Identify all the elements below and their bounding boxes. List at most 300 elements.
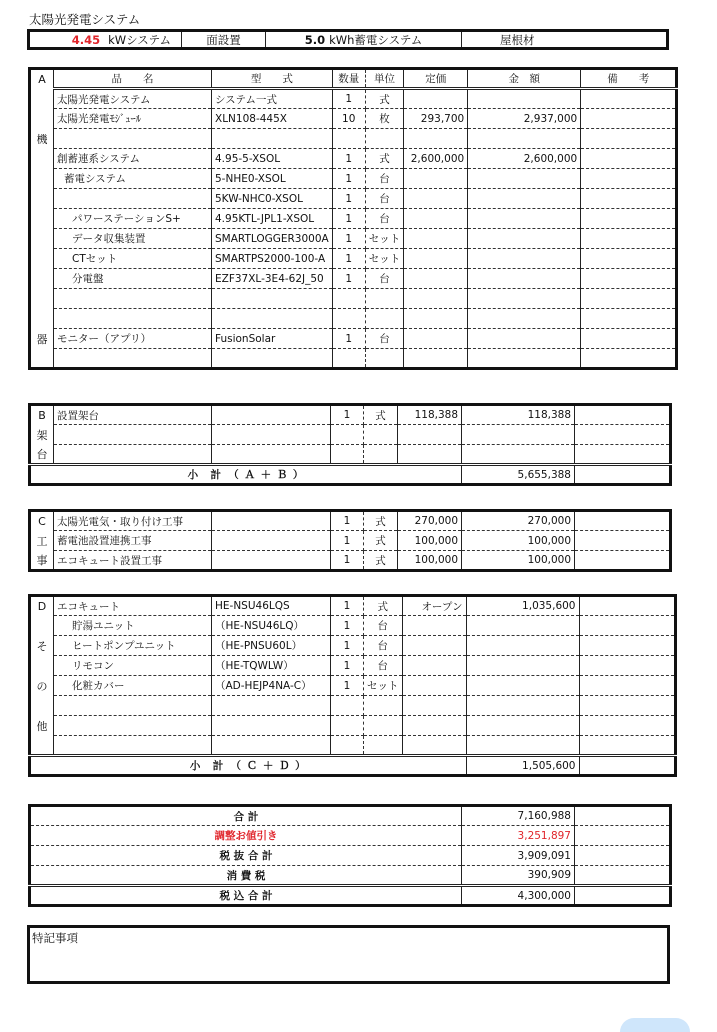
item-name: 蓄電システム: [54, 169, 212, 189]
table-row: [30, 511, 671, 531]
totals-row: [30, 866, 671, 886]
system-summary-bar: [27, 29, 669, 50]
totals-value: 3,909,091: [462, 846, 575, 866]
header-row: [30, 69, 677, 89]
item-amount: [468, 269, 581, 289]
item-amount: [466, 736, 579, 756]
item-name: [54, 445, 212, 465]
table-row: [30, 425, 671, 445]
item-model: システム一式: [212, 89, 333, 109]
item-model: XLN108-445X: [212, 109, 333, 129]
item-amount: [466, 636, 579, 656]
battery-value: 5.0: [304, 32, 326, 47]
item-list-price: 118,388: [398, 405, 462, 425]
item-qty: 1: [331, 596, 364, 616]
item-qty: 1: [331, 636, 364, 656]
section-label-cell: [30, 249, 54, 269]
item-model: [212, 425, 331, 445]
item-list-price: [402, 736, 466, 756]
item-amount: 100,000: [462, 551, 575, 571]
item-remarks: [579, 676, 675, 696]
item-qty: 1: [331, 531, 364, 551]
item-model: [212, 349, 333, 369]
item-amount: [468, 89, 581, 109]
item-remarks: [581, 189, 677, 209]
item-qty: 1: [331, 656, 364, 676]
item-model: 4.95-5-XSOL: [212, 149, 333, 169]
section-label-cell: C: [30, 511, 54, 531]
item-qty: [331, 445, 364, 465]
item-model: 5-NHE0-XSOL: [212, 169, 333, 189]
battery-label: kWh蓄電システム: [329, 32, 423, 47]
item-qty: 1: [332, 149, 365, 169]
item-name: エコキュート: [54, 596, 212, 616]
section-label-cell: D: [30, 596, 54, 616]
item-unit: セット: [365, 249, 404, 269]
item-name: [54, 696, 212, 716]
header-qty: 数量: [332, 69, 365, 89]
section-label-cell: [30, 656, 54, 676]
subtotal-remarks: [575, 465, 671, 485]
totals-label: 税 込 合 計: [30, 886, 462, 906]
section-label-cell: 機: [30, 129, 54, 149]
item-qty: [332, 309, 365, 329]
table-row: [30, 329, 677, 349]
table-row: [30, 656, 676, 676]
item-name: 創蓄連系システム: [54, 149, 212, 169]
section-label-cell: [30, 89, 54, 109]
item-model: FusionSolar: [212, 329, 333, 349]
item-unit: セット: [364, 676, 403, 696]
item-remarks: [581, 229, 677, 249]
item-unit: 台: [365, 269, 404, 289]
section-label-cell: 他: [30, 716, 54, 736]
table-row: [30, 309, 677, 329]
table-row: [30, 696, 676, 716]
item-list-price: オープン: [402, 596, 466, 616]
section-label-cell: [30, 349, 54, 369]
totals-value: 7,160,988: [462, 806, 575, 826]
scroll-indicator[interactable]: [620, 1018, 690, 1032]
notes-label: 特記事項: [32, 931, 78, 945]
totals-row: [30, 806, 671, 826]
item-model: SMARTPS2000-100-A: [212, 249, 333, 269]
section-label-cell: [30, 289, 54, 309]
totals-label: 消 費 税: [30, 866, 462, 886]
item-remarks: [575, 445, 671, 465]
item-list-price: 100,000: [398, 531, 462, 551]
item-model: （HE-NSU46LQ）: [212, 616, 331, 636]
item-qty: 10: [332, 109, 365, 129]
item-qty: [332, 349, 365, 369]
item-model: 4.95KTL-JPL1-XSOL: [212, 209, 333, 229]
install-cell: 面設置: [182, 32, 266, 47]
table-row: [30, 149, 677, 169]
section-letter: A: [30, 69, 54, 89]
item-amount: [462, 425, 575, 445]
item-unit: [364, 696, 403, 716]
item-remarks: [575, 425, 671, 445]
item-amount: [462, 445, 575, 465]
section-label-cell: [30, 109, 54, 129]
header-amount: 金 額: [468, 69, 581, 89]
item-remarks: [581, 329, 677, 349]
totals-remarks: [575, 886, 671, 906]
table-row: [30, 736, 676, 756]
item-name: [54, 425, 212, 445]
item-list-price: [404, 349, 468, 369]
item-model: 5KW-NHC0-XSOL: [212, 189, 333, 209]
item-unit: [364, 425, 398, 445]
item-amount: 100,000: [462, 531, 575, 551]
item-list-price: [402, 696, 466, 716]
item-amount: [468, 169, 581, 189]
item-remarks: [581, 109, 677, 129]
item-amount: [468, 289, 581, 309]
item-amount: [466, 696, 579, 716]
section-label-cell: [30, 696, 54, 716]
totals-remarks: [575, 826, 671, 846]
item-list-price: 293,700: [404, 109, 468, 129]
item-name: 蓄電池設置連携工事: [54, 531, 212, 551]
item-qty: [331, 425, 364, 445]
table-row: [30, 269, 677, 289]
section-label-cell: 台: [30, 445, 54, 465]
item-remarks: [575, 511, 671, 531]
section-label-cell: B: [30, 405, 54, 425]
item-remarks: [575, 551, 671, 571]
item-remarks: [579, 696, 675, 716]
table-row: [30, 531, 671, 551]
item-model: SMARTLOGGER3000A: [212, 229, 333, 249]
section-label-cell: [30, 616, 54, 636]
item-qty: 1: [331, 616, 364, 636]
item-model: [212, 511, 331, 531]
item-model: [212, 531, 331, 551]
table-row: [30, 676, 676, 696]
item-remarks: [581, 349, 677, 369]
item-list-price: [404, 229, 468, 249]
item-amount: [466, 616, 579, 636]
totals-label: 調整お値引き: [30, 826, 462, 846]
item-qty: 1: [332, 189, 365, 209]
item-list-price: [404, 309, 468, 329]
item-unit: 台: [365, 209, 404, 229]
section-d-other-table: [28, 594, 677, 777]
item-unit: 台: [364, 616, 403, 636]
item-list-price: [404, 189, 468, 209]
item-list-price: 100,000: [398, 551, 462, 571]
item-name: ヒートポンプユニット: [54, 636, 212, 656]
item-remarks: [579, 736, 675, 756]
item-remarks: [581, 209, 677, 229]
subtotal-label: 小 計 （ Ａ ＋ Ｂ ）: [30, 465, 462, 485]
totals-table: [28, 804, 672, 907]
item-model: HE-NSU46LQS: [212, 596, 331, 616]
item-list-price: [404, 129, 468, 149]
item-qty: 1: [331, 676, 364, 696]
item-qty: 1: [331, 405, 364, 425]
item-amount: [466, 656, 579, 676]
item-name: 貯湯ユニット: [54, 616, 212, 636]
item-qty: 1: [332, 89, 365, 109]
item-remarks: [581, 289, 677, 309]
item-qty: [331, 736, 364, 756]
totals-remarks: [575, 806, 671, 826]
table-row: [30, 636, 676, 656]
section-label-cell: 架: [30, 425, 54, 445]
subtotal-value: 1,505,600: [466, 756, 579, 776]
item-name: [54, 309, 212, 329]
subtotal-row-ab: [30, 465, 671, 485]
section-c-construction-table: [28, 509, 672, 572]
item-amount: [466, 716, 579, 736]
item-qty: 1: [332, 209, 365, 229]
totals-label: 税 抜 合 計: [30, 846, 462, 866]
roof-cell: 屋根材: [500, 32, 535, 47]
item-list-price: [402, 616, 466, 636]
item-model: （HE-PNSU60L）: [212, 636, 331, 656]
item-name: [54, 189, 212, 209]
item-unit: 台: [365, 329, 404, 349]
item-unit: 枚: [365, 109, 404, 129]
item-name: [54, 289, 212, 309]
item-qty: [331, 696, 364, 716]
totals-value: 3,251,897: [462, 826, 575, 846]
kw-value: 4.45: [71, 32, 101, 47]
item-list-price: [402, 676, 466, 696]
item-name: 太陽光発電ﾓｼﾞｭｰﾙ: [54, 109, 212, 129]
subtotal-row-cd: [30, 756, 676, 776]
item-remarks: [575, 531, 671, 551]
item-unit: [364, 445, 398, 465]
section-label-cell: [30, 309, 54, 329]
item-amount: 2,937,000: [468, 109, 581, 129]
item-model: [212, 696, 331, 716]
item-remarks: [581, 269, 677, 289]
totals-label: 合 計: [30, 806, 462, 826]
section-label-cell: [30, 209, 54, 229]
item-amount: [466, 676, 579, 696]
item-model: [212, 445, 331, 465]
item-unit: 式: [365, 149, 404, 169]
section-label-cell: [30, 189, 54, 209]
item-remarks: [579, 636, 675, 656]
item-qty: 1: [331, 551, 364, 571]
item-unit: 式: [364, 405, 398, 425]
item-list-price: [404, 209, 468, 229]
item-unit: [365, 129, 404, 149]
item-remarks: [581, 309, 677, 329]
item-qty: [332, 129, 365, 149]
item-amount: [468, 349, 581, 369]
item-unit: [364, 736, 403, 756]
item-remarks: [575, 405, 671, 425]
item-model: [212, 289, 333, 309]
item-unit: [365, 309, 404, 329]
item-amount: [468, 229, 581, 249]
item-name: リモコン: [54, 656, 212, 676]
item-amount: [468, 329, 581, 349]
item-remarks: [579, 656, 675, 676]
item-name: 化粧カバー: [54, 676, 212, 696]
table-row: [30, 109, 677, 129]
item-name: CTセット: [54, 249, 212, 269]
section-a-equipment-table: [28, 67, 678, 370]
item-amount: 2,600,000: [468, 149, 581, 169]
item-model: [212, 716, 331, 736]
totals-remarks: [575, 846, 671, 866]
item-amount: [468, 129, 581, 149]
item-list-price: [398, 445, 462, 465]
header-list-price: 定価: [404, 69, 468, 89]
item-name: 太陽光発電システム: [54, 89, 212, 109]
item-unit: 台: [364, 656, 403, 676]
item-qty: 1: [332, 269, 365, 289]
totals-value: 390,909: [462, 866, 575, 886]
header-unit: 単位: [365, 69, 404, 89]
section-label-cell: 事: [30, 551, 54, 571]
item-unit: 台: [364, 636, 403, 656]
item-unit: セット: [365, 229, 404, 249]
item-unit: 式: [364, 551, 398, 571]
subtotal-label: 小 計 （ Ｃ ＋ Ｄ ）: [30, 756, 467, 776]
table-row: [30, 596, 676, 616]
item-unit: 式: [364, 531, 398, 551]
header-name: 品 名: [54, 69, 212, 89]
item-list-price: [398, 425, 462, 445]
item-qty: 1: [332, 229, 365, 249]
section-label-cell: 器: [30, 329, 54, 349]
item-qty: 1: [331, 511, 364, 531]
table-row: [30, 289, 677, 309]
item-list-price: [404, 329, 468, 349]
item-remarks: [581, 169, 677, 189]
item-name: [54, 736, 212, 756]
item-name: [54, 716, 212, 736]
item-list-price: [404, 169, 468, 189]
table-row: [30, 551, 671, 571]
item-model: [212, 129, 333, 149]
section-label-cell: [30, 149, 54, 169]
item-qty: [331, 716, 364, 736]
item-remarks: [579, 716, 675, 736]
section-label-cell: [30, 736, 54, 756]
item-name: [54, 349, 212, 369]
totals-row: [30, 846, 671, 866]
item-name: [54, 129, 212, 149]
item-list-price: 2,600,000: [404, 149, 468, 169]
totals-row: [30, 826, 671, 846]
item-list-price: [404, 269, 468, 289]
item-qty: [332, 289, 365, 309]
item-model: （HE-TQWLW）: [212, 656, 331, 676]
notes-box[interactable]: [27, 925, 670, 984]
battery-cell: [266, 32, 462, 47]
table-row: [30, 616, 676, 636]
item-list-price: [402, 716, 466, 736]
item-model: [212, 551, 331, 571]
item-unit: 式: [364, 596, 403, 616]
item-name: 太陽光電気・取り付け工事: [54, 511, 212, 531]
table-row: [30, 349, 677, 369]
item-list-price: 270,000: [398, 511, 462, 531]
kw-label: kWシステム: [108, 32, 171, 47]
item-list-price: [404, 89, 468, 109]
totals-value: 4,300,000: [462, 886, 575, 906]
item-qty: 1: [332, 329, 365, 349]
table-row: [30, 89, 677, 109]
item-unit: 式: [364, 511, 398, 531]
item-amount: [468, 249, 581, 269]
item-model: [212, 736, 331, 756]
item-name: 設置架台: [54, 405, 212, 425]
table-row: [30, 229, 677, 249]
item-model: [212, 309, 333, 329]
subtotal-remarks: [579, 756, 675, 776]
item-remarks: [579, 616, 675, 636]
section-label-cell: [30, 169, 54, 189]
section-label-cell: 工: [30, 531, 54, 551]
subtotal-value: 5,655,388: [462, 465, 575, 485]
totals-row: [30, 886, 671, 906]
totals-remarks: [575, 866, 671, 886]
item-amount: [468, 209, 581, 229]
header-model: 型 式: [212, 69, 333, 89]
item-list-price: [404, 249, 468, 269]
document-title: 太陽光発電システム: [29, 12, 141, 27]
item-model: EZF37XL-3E4-62J_50: [212, 269, 333, 289]
item-remarks: [581, 249, 677, 269]
item-remarks: [581, 149, 677, 169]
item-name: モニター（アプリ）: [54, 329, 212, 349]
item-name: 分電盤: [54, 269, 212, 289]
table-row: [30, 445, 671, 465]
header-remarks: 備 考: [581, 69, 677, 89]
section-label-cell: の: [30, 676, 54, 696]
section-label-cell: [30, 229, 54, 249]
section-b-mount-table: [28, 403, 672, 486]
item-remarks: [581, 89, 677, 109]
item-model: （AD-HEJP4NA-C）: [212, 676, 331, 696]
item-amount: [468, 309, 581, 329]
item-qty: 1: [332, 249, 365, 269]
item-unit: [364, 716, 403, 736]
item-amount: 118,388: [462, 405, 575, 425]
item-name: パワーステーションS+: [54, 209, 212, 229]
item-name: エコキュート設置工事: [54, 551, 212, 571]
table-row: [30, 169, 677, 189]
item-list-price: [404, 289, 468, 309]
item-list-price: [402, 656, 466, 676]
item-remarks: [579, 596, 675, 616]
table-row: [30, 209, 677, 229]
item-unit: 式: [365, 89, 404, 109]
item-qty: 1: [332, 169, 365, 189]
section-label-cell: そ: [30, 636, 54, 656]
table-row: [30, 189, 677, 209]
table-row: [30, 716, 676, 736]
item-amount: 1,035,600: [466, 596, 579, 616]
item-unit: [365, 289, 404, 309]
item-unit: 台: [365, 189, 404, 209]
item-amount: 270,000: [462, 511, 575, 531]
item-name: データ収集装置: [54, 229, 212, 249]
table-row: [30, 249, 677, 269]
item-unit: 台: [365, 169, 404, 189]
item-amount: [468, 189, 581, 209]
item-remarks: [581, 129, 677, 149]
